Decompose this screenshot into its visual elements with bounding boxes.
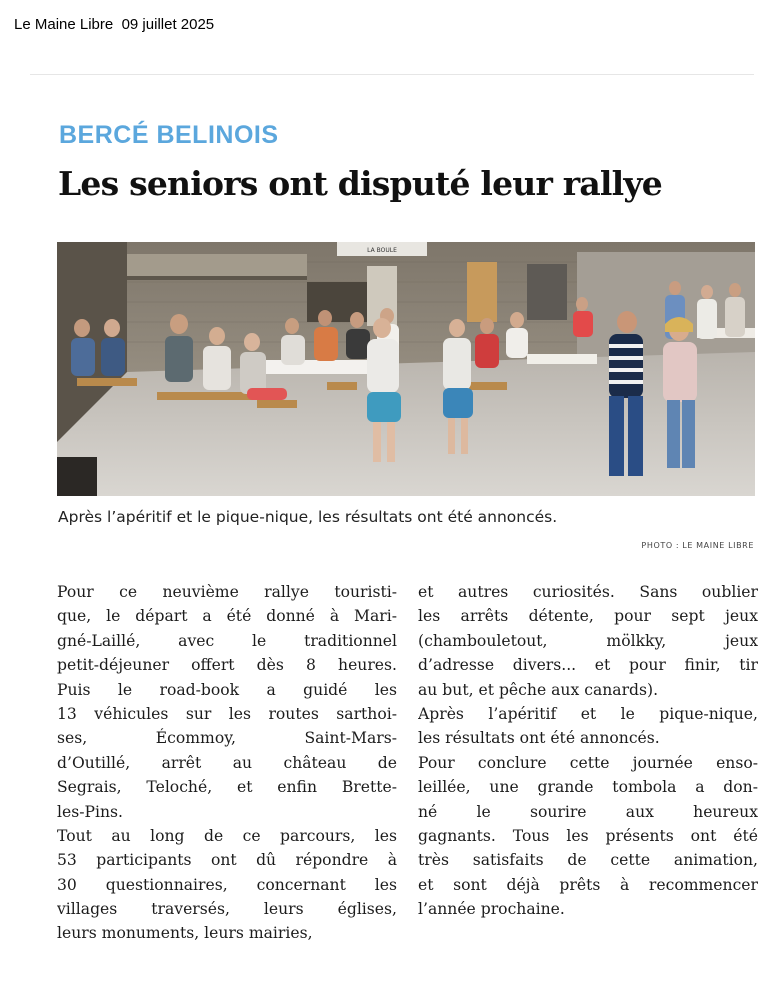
photo-illustration	[57, 242, 755, 496]
article-text-line: ses, Écommoy, Saint-Mars-	[57, 729, 397, 748]
article-text-line: né le sourire aux heureux	[418, 802, 758, 821]
top-divider	[30, 74, 754, 75]
article-text-line: Après l’apéritif et le pique-nique,	[418, 704, 758, 723]
article-text-line: d’Outillé, arrêt au château de	[57, 753, 397, 772]
photo-caption: Après l’apéritif et le pique-nique, les résultats ont été annoncés.	[58, 508, 558, 526]
article-text-line: petit-déjeuner offert dès 8 heures.	[57, 656, 397, 675]
article-text-line: Tout au long de ce parcours, les	[57, 826, 397, 845]
article-headline: Les seniors ont disputé leur rallye	[58, 164, 662, 203]
article-text-line: 53 participants ont dû répondre à	[57, 851, 397, 870]
article-text-line: gné-Laillé, avec le traditionnel	[57, 631, 397, 650]
article-text-line: les-Pins.	[57, 802, 123, 821]
article-photo	[57, 242, 755, 496]
article-text-line: au but, et pêche aux canards).	[418, 680, 659, 699]
article-column-left	[57, 580, 397, 946]
article-text-line: Pour ce neuvième rallye touristi-	[57, 583, 397, 601]
article-text-line: 30 questionnaires, concernant les	[57, 875, 397, 894]
article-text-line: (chambouletout, mölkky, jeux	[418, 631, 758, 650]
source-line	[14, 16, 214, 33]
photo-sign-text: LA BOULE	[367, 247, 397, 254]
article-text-line: d’adresse divers... et pour finir, tir	[418, 656, 758, 675]
article-text-line: très satisfaits de cette animation,	[418, 851, 758, 870]
article-text-line: les arrêts détente, pour sept jeux	[418, 607, 758, 626]
article-text-line: que, le départ a été donné à Mari-	[57, 607, 397, 626]
article-text-line: Pour conclure cette journée enso-	[418, 753, 758, 772]
publication-date: 09 juillet 2025	[121, 16, 215, 33]
article-text-line: gagnants. Tous les présents ont été	[418, 826, 758, 845]
photo-credit: PHOTO : LE MAINE LIBRE	[641, 541, 754, 550]
article-text-line: l’année prochaine.	[418, 900, 565, 919]
article-text-line: et autres curiosités. Sans oublier	[418, 583, 758, 601]
publication-name: Le Maine Libre	[14, 16, 114, 33]
article-text-line: leillée, une grande tombola a don-	[418, 778, 758, 797]
article-text-line: Puis le road-book a guidé les	[57, 680, 397, 699]
article-text-line: et sont déjà prêts à recommencer	[418, 875, 758, 894]
article-text-line: villages traversés, leurs églises,	[57, 900, 397, 919]
article-text-line: Segrais, Teloché, et enfin Brette-	[57, 778, 397, 797]
article-kicker: BERCÉ BELINOIS	[59, 121, 279, 149]
article-text-line: leurs monuments, leurs mairies,	[57, 924, 313, 943]
article-text-line: 13 véhicules sur les routes sarthoi-	[57, 704, 397, 723]
article-text-line: les résultats ont été annoncés.	[418, 729, 660, 748]
article-column-right	[418, 580, 758, 921]
